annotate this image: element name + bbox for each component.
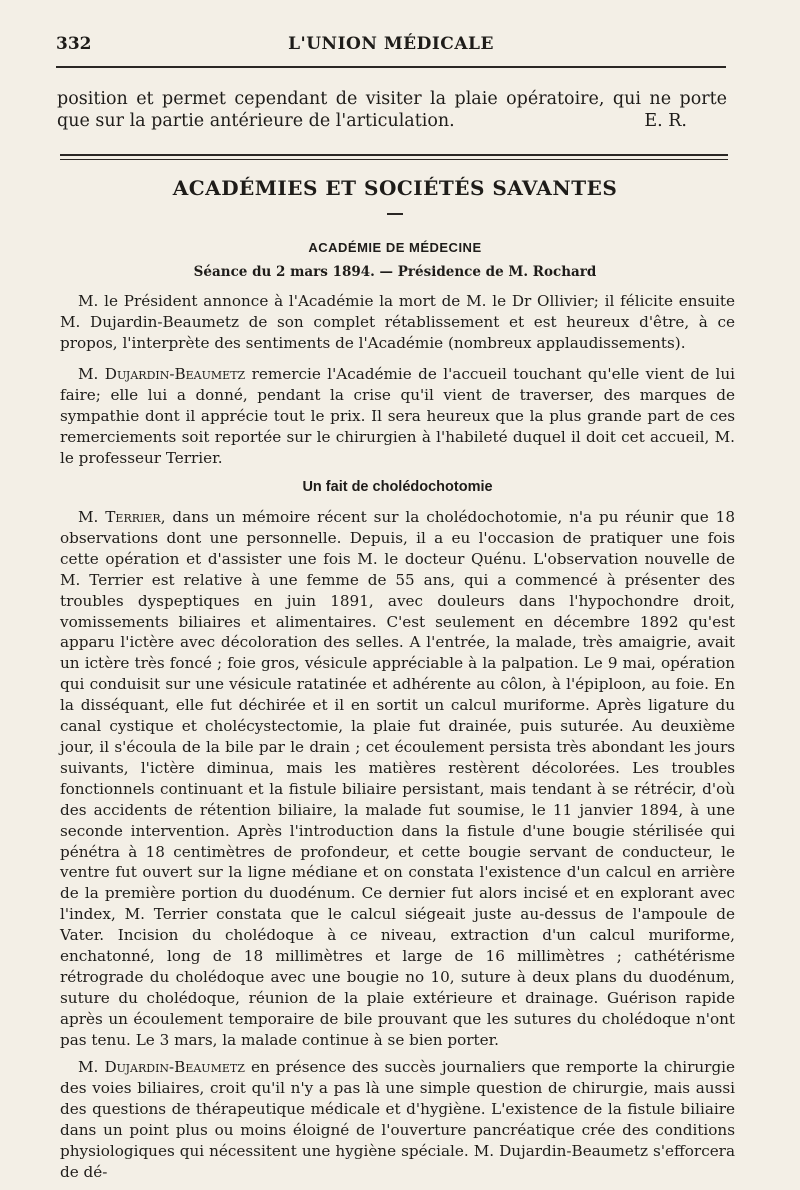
paragraph-dujardin-response — [60, 1057, 735, 1182]
paragraph-text: en présence des succès journaliers que remporte la chirurgie des voies biliaires, croit qu'il n'y a pas là une simple question de chirurgie, mais aussi des questions de thérapeutique médicale et d'hygiène. L'existence de la fistule biliaire dans un point plus ou moins éloigné de l'ouverture pancréatique crée des conditions physiologiques qui nécessitent une hygiène spéciale. M. Dujardin-Beaumetz s'efforcera de dé- — [60, 1058, 736, 1181]
page-number: 332 — [56, 34, 92, 54]
academy-heading: ACADÉMIE DE MÉDECINE — [308, 240, 482, 255]
paragraph-president — [60, 291, 735, 354]
speaker-name: M. Dujardin-Beaumetz — [78, 365, 246, 383]
section-double-rule-bottom — [60, 159, 728, 160]
subheading: Un fait de cholédochotomie — [302, 479, 493, 495]
speaker-name: M. Dujardin-Beaumetz — [78, 1058, 245, 1076]
paragraph-text: remercie l'Académie de l'accueil touchant qu'elle vient de lui faire; elle lui a donné, pendant la crise qu'il vient de traverser, des marques de sympathie dont il apprécie tout le prix. Il sera heureux que la plus grande part de ces remerciements soit reportée sur le chirurgien à l'habileté duquel il doit cet accueil, M. le professeur Terrier. — [60, 365, 735, 467]
section-title: ACADÉMIES ET SOCIÉTÉS SAVANTES — [172, 176, 618, 200]
running-header — [56, 34, 726, 58]
header-rule — [56, 66, 726, 68]
paragraph-dujardin-thanks — [60, 364, 735, 469]
title-dash — [387, 213, 403, 215]
session-line: Séance du 2 mars 1894. — Présidence de M. Rochard — [193, 264, 597, 280]
paragraph-terrier — [60, 507, 735, 1051]
intro-text: position et permet cependant de visiter la plaie opératoire, qui ne porte que sur la partie antérieure de l'articulation. — [57, 89, 727, 131]
section-double-rule-top — [60, 154, 728, 156]
intro-signature: E. R. — [644, 111, 687, 131]
journal-title: L'UNION MÉDICALE — [288, 34, 494, 54]
speaker-name: M. Terrier — [78, 508, 161, 526]
paragraph-text: , dans un mémoire récent sur la cholédochotomie, n'a pu réunir que 18 observations dont une personnelle. Depuis, il a eu l'occasion de pratiquer une fois cette opération et d'assister une fois M. le docteur Quénu. L'observation nouvelle de M. Terrier est relative à une femme de 55 ans, qui a commencé à présenter des troubles dyspeptiques en juin 1891, avec douleurs dans l'hypochondre droit, vomissements biliaires et alimentaires. C'est seulement en décembre 1892 qu'est apparu l'ictère avec décoloration des selles. A l'entrée, la malade, très amaigrie, avait un ictère très foncé ; foie gros, vésicule appréciable à la palpation. Le 9 mai, opération qui conduisit sur une vésicule ratatinée et adhérente au côlon, à l'épiploon, au foie. En la disséquant, elle fut déchirée et il en sortit un calcul muriforme. Après ligature du canal cystique et cholécystectomie, la plaie fut drainée, puis suturée. Au deuxième jour, il s'écoula de la bile par le drain ; cet écoulement persista très abondant les jours suivants, l'ictère diminua, mais les matières restèrent décolorées. Les troubles fonctionnels continuant et la fistule biliaire persistant, mais tendant à se rétrécir, d'où des accidents de rétention biliaire, la malade fut soumise, le 11 janvier 1894, à une seconde intervention. Après l'introduction dans la fistule d'une bougie stérilisée qui pénétra à 18 centimètres de profondeur, et cette bougie servant de conducteur, le ventre fut ouvert sur la ligne médiane et on constata l'existence d'un calcul en arrière de la première portion du duodénum. Ce dernier fut alors incisé et en explorant avec l'index, M. Terrier constata que le calcul siégeait juste au-dessus de l'ampoule de Vater. Incision du cholédoque à ce niveau, extraction d'un calcul muriforme, enchatonné, long de 18 millimètres et large de 16 millimètres ; cathétérisme rétrograde du cholédoque avec une bougie no 10, suture à deux plans du duodénum, suture du cholédoque, réunion de la plaie extérieure et drainage. Guérison rapide après un écoulement temporaire de bile prouvant que les sutures du cholédoque n'ont pas tenu. Le 3 mars, la malade continue à se bien porter. — [60, 508, 735, 1049]
intro-paragraph — [57, 88, 727, 132]
paragraph-president-text: M. le Président annonce à l'Académie la mort de M. le Dr Ollivier; il félicite ensuite M. Dujardin-Beaumetz de son complet rétablissement et est heureux d'être, à ce propos, l'interprète des sentiments de l'Académie (nombreux applaudissements). — [60, 292, 735, 352]
